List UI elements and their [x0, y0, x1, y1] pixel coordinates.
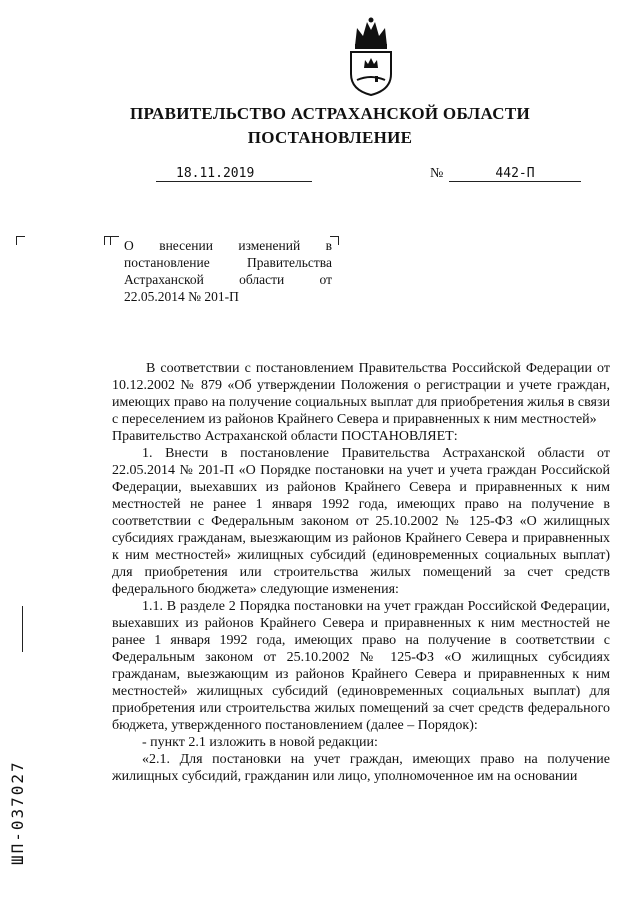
document-body — [112, 360, 610, 785]
astrakhan-coat-of-arms-icon — [345, 16, 397, 96]
document-number: 442-П — [449, 166, 581, 182]
subject-line: О внесении изменений в — [124, 238, 332, 253]
paragraph-point-2-1: - пункт 2.1 изложить в новой редакции: — [142, 735, 378, 750]
document-subject — [124, 237, 332, 305]
number-label: № — [430, 166, 444, 181]
corner-mark-subject-left-inner — [110, 236, 119, 245]
document-type-title: ПОСТАНОВЛЕНИЕ — [247, 128, 413, 147]
subject-line: постановление Правительства — [124, 255, 332, 270]
subject-line: 22.05.2014 № 201-П — [124, 289, 239, 304]
subject-line: Астраханской области от — [124, 272, 332, 287]
paragraph-new-wording: «2.1. Для постановки на учет граждан, имеющих право на получение жилищных субсидий, гражданин или лицо, уполномоченное им на основании — [112, 752, 610, 784]
corner-mark-left — [16, 236, 25, 245]
margin-serial-number: ШП-037027 — [8, 760, 27, 865]
government-name: ПРАВИТЕЛЬСТВО АСТРАХАНСКОЙ ОБЛАСТИ — [130, 104, 530, 123]
paragraph-item-1: 1. Внести в постановление Правительства Астраханской области от 22.05.2014 № 201-П «О Порядке постановки на учет и учета граждан Российской Федерации, выехавших из районов Крайнего Севера и приравненных к ним местностей не ранее 1 января 1992 года, имеющих право на получение в соответствии с Федеральным законом от 25.10.2002 № 125-ФЗ «О жилищных субсидиях гражданам, выезжающим из районов Крайнего Севера и приравненных к ним местностей» жилищных субсидий (единовременных социальных выплат) для приобретения или строительства жилых помещений за счет средств федерального бюджета» следующие изменения: — [112, 446, 610, 597]
paragraph-item-1-1: 1.1. В разделе 2 Порядка постановки на учет граждан Российской Федерации, выехавших из районов Крайнего Севера и приравненных к ним местностей не ранее 1 января 1992 года, имеющих право на получение в соответствии с Федеральным законом от 25.10.2002 № 125-ФЗ «О жилищных субсидиях гражданам, выезжающим из районов Крайнего Севера и приравненных к ним местностей» жилищных субсидий (единовременных социальных выплат) для приобретения или строительства жилых помещений за счет средств федерального бюджета, утвержденного постановлением (далее – Порядок): — [112, 599, 610, 733]
paragraph-resolves: Правительство Астраханской области ПОСТАНОВЛЯЕТ: — [112, 429, 458, 444]
document-date: 18.11.2019 — [156, 166, 312, 182]
paragraph-preamble: В соответствии с постановлением Правительства Российской Федерации от 10.12.2002 № 879 «Об утверждении Положения о регистрации и учете граждан, имеющих право на получение социальных выплат для приобретения жилья в связи с переселением из районов Крайнего Севера и приравненных к ним местностей» — [112, 361, 610, 427]
margin-line — [22, 606, 23, 652]
